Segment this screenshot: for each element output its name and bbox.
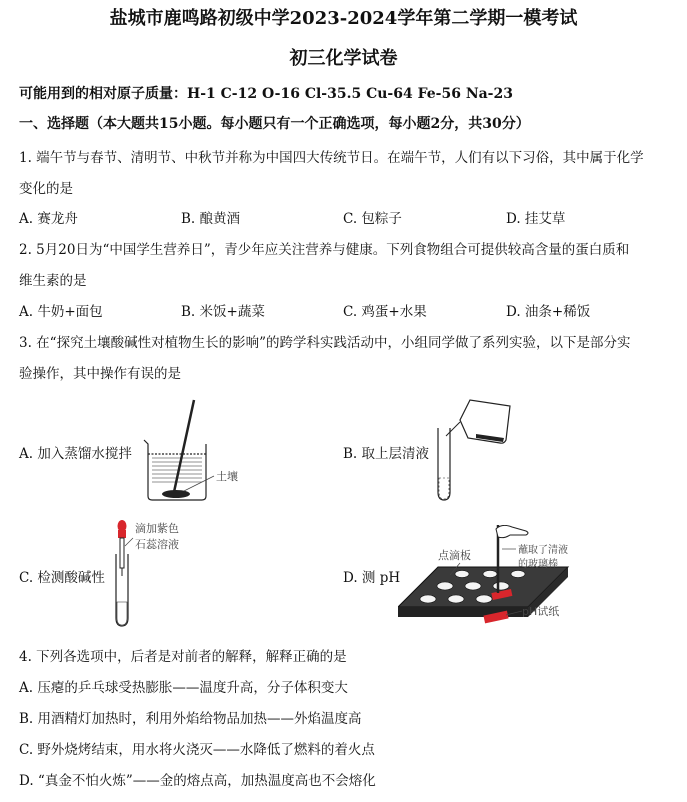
label-litmus-2: 石蕊溶液 [135,538,179,551]
q3-option-a: A. 加入蒸馏水搅拌 [19,446,132,462]
q4-option-a: A. 压瘪的乒乓球受热膨胀——温度升高，分子体积变大 [19,680,348,696]
test-tube-icon [116,554,128,626]
q3-stem-line1: 3. 在“探究土壤酸碱性对植物生长的影响”的跨学科实践活动中，小组同学做了系列实验，以下是部分实 [19,335,631,351]
q1-stem-line2: 变化的是 [19,181,73,197]
label-soil: 土壤 [216,470,238,483]
q3-stem-line2: 验操作，其中操作有误的是 [19,366,181,382]
dropper-icon [118,520,127,576]
q2-stem-line1: 2. 5月20日为“中国学生营养日”，青少年应关注营养与健康。下列食物组合可提供较高含量的蛋白质和 [19,242,630,258]
figure-d-spot-plate [398,525,588,635]
q1-option-a: A. 赛龙舟 [19,211,78,227]
exam-title: 盐城市鹿鸣路初级中学2023-2024学年第二学期一模考试 [109,8,578,29]
q4-stem: 4. 下列各选项中，后者是对前者的解释，解释正确的是 [19,649,347,665]
q2-option-a: A. 牛奶+面包 [19,304,103,320]
q3-option-b: B. 取上层清液 [343,446,430,462]
q3-option-d: D. 测 pH [343,570,401,586]
section-heading: 一、选择题（本大题共15小题。每小题只有一个正确选项，每小题2分，共30分） [19,116,530,132]
exam-subtitle: 初三化学试卷 [289,48,398,69]
q2-option-b: B. 米饭+蔬菜 [181,304,265,320]
label-spot-plate: 点滴板 [438,549,471,562]
q1-option-c: C. 包粽子 [343,211,402,227]
atomic-masses: 可能用到的相对原子质量：H-1 C-12 O-16 Cl-35.5 Cu-64 Fe-56 Na-23 [19,86,513,102]
figure-b-pouring [430,396,520,506]
q2-option-c: C. 鸡蛋+水果 [343,304,427,320]
figure-c-dropper [105,518,205,633]
q1-stem-line1: 1. 端午节与春节、清明节、中秋节并称为中国四大传统节日。在端午节，人们有以下习俗，其中属于化学 [19,150,644,166]
q2-stem-line2: 维生素的是 [19,273,87,289]
label-rod-1: 蘸取了清液 [518,545,568,556]
hand-icon [496,525,528,537]
soil-sediment [162,490,190,498]
label-litmus-1: 滴加紫色 [135,522,179,535]
q4-option-c: C. 野外烧烤结束，用水将火浇灭——水降低了燃料的着火点 [19,742,375,758]
q4-option-d: D. “真金不怕火炼”——金的熔点高，加热温度高也不会熔化 [19,773,376,789]
test-tube-icon [438,428,450,500]
q4-option-b: B. 用酒精灯加热时，利用外焰给物品加热——外焰温度高 [19,711,362,727]
label-ph-paper: pH试纸 [522,605,560,618]
q1-option-d: D. 挂艾草 [506,211,566,227]
label-rod-2: 的玻璃棒 [518,559,558,570]
q1-option-b: B. 酿黄酒 [181,211,241,227]
figure-a-beaker [140,396,260,506]
q3-option-c: C. 检测酸碱性 [19,570,105,586]
q2-option-d: D. 油条+稀饭 [506,304,591,320]
